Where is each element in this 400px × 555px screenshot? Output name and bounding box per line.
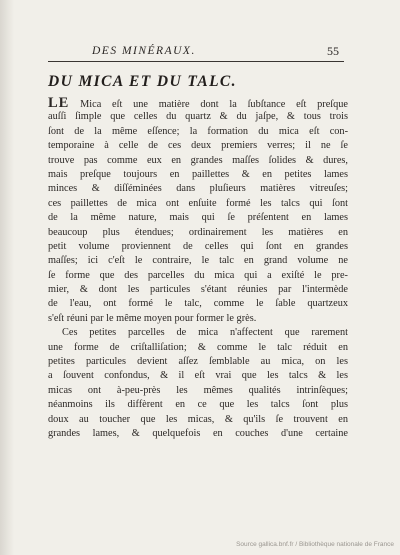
text-line: minces & diſſéminées dans pluſieurs matières vitreuſes; bbox=[48, 183, 348, 195]
text-line: ſont de la même eſſence; la formation du mica eſt con- bbox=[48, 125, 348, 137]
drop-cap: LE bbox=[48, 96, 70, 111]
first-line-text: Mica eſt une matière dont la ſubſtance eſt preſque bbox=[69, 99, 348, 110]
text-line: petit volume proviennent de celles qui ſont en grandes bbox=[48, 240, 348, 252]
text-line: grandes lames, & quelquefois en couches d'une certaine bbox=[48, 427, 348, 439]
text-line: Ces petites parcelles de mica n'affectent que rarement bbox=[62, 327, 348, 339]
text-line: mier, & dont les particules s'étant réunies par l'intermède bbox=[48, 284, 348, 296]
header-rule bbox=[48, 61, 344, 62]
source-credit: Source gallica.bnf.fr / Bibliothèque nationale de France bbox=[236, 541, 394, 548]
text-line: une forme de criſtalliſation; & comme le talc réduit en bbox=[48, 341, 348, 353]
text-line: s'eſt réuni par le même moyen pour former le grès. bbox=[48, 312, 257, 324]
body-text bbox=[48, 96, 348, 441]
running-head: DES MINÉRAUX. bbox=[92, 45, 196, 57]
text-line: beaucoup plus étendues; ordinairement les matières en bbox=[48, 226, 348, 238]
chapter-title: DU MICA ET DU TALC. bbox=[48, 73, 237, 90]
text-line: néanmoins ils diffèrent en ce que les talcs ſont plus bbox=[48, 399, 348, 411]
page-number: 55 bbox=[327, 44, 339, 58]
text-line: ſe forme que des parcelles du mica qui a exiſté le pre- bbox=[48, 269, 348, 281]
text-line: ces paillettes de mica ont enſuite formé les talcs qui ſont bbox=[48, 197, 348, 209]
text-line: trouve pas comme eux en grandes maſſes ſolides & dures, bbox=[48, 154, 348, 166]
text-line: mais preſque toujours en paillettes & en petites lames bbox=[48, 168, 348, 180]
text-line: doux au toucher que les micas, & qu'ils ſe trouvent en bbox=[48, 413, 348, 425]
text-line: micas ont à-peu-près les mêmes qualités intrinſèques; bbox=[48, 384, 348, 396]
text-line: maſſes; ici c'eſt le contraire, le talc en grand volume ne bbox=[48, 255, 348, 267]
text-line: auſſi ſimple que celles du quartz & du jaſpe, & tous trois bbox=[48, 111, 348, 123]
text-line bbox=[48, 96, 348, 110]
text-line: de la même nature, mais qui ſe préſentent en lames bbox=[48, 212, 348, 224]
text-line: a ſouvent confondus, & il eſt vrai que les talcs & les bbox=[48, 370, 348, 382]
text-line: de l'eau, ont formé le talc, comme le ſable quartzeux bbox=[48, 298, 348, 310]
text-line: petites particules devient aſſez ſemblable au mica, on les bbox=[48, 356, 348, 368]
text-line: temporaine à celle de ces deux premiers verres; il ne ſe bbox=[48, 140, 348, 152]
page-gutter-shadow bbox=[0, 0, 14, 555]
